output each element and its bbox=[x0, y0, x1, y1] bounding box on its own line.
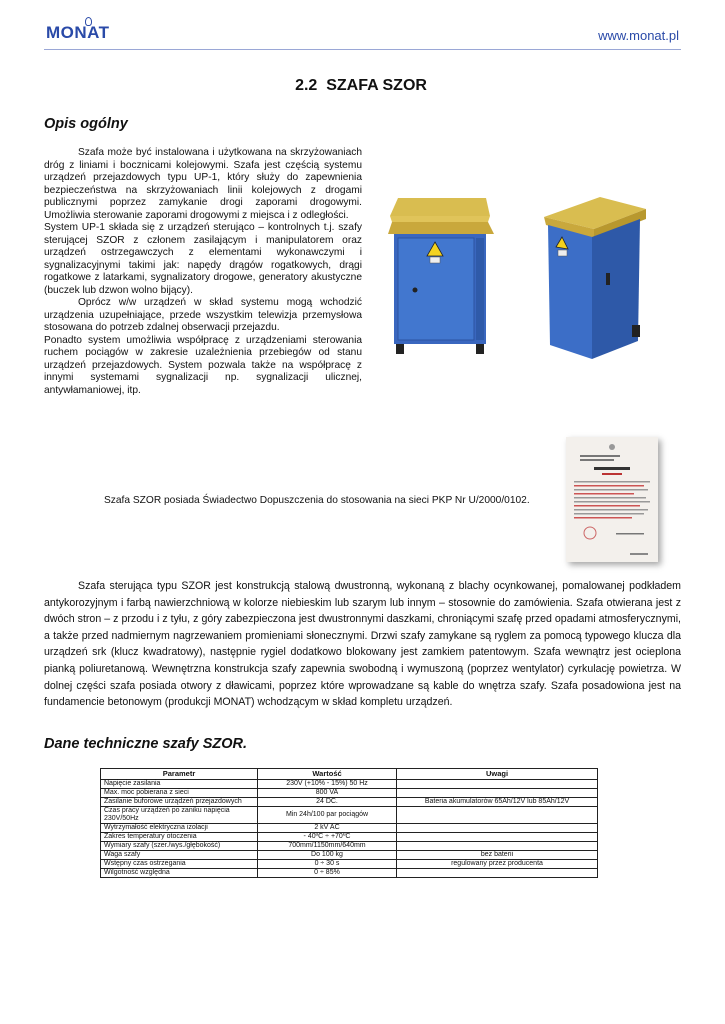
table-cell: Napięcie zasilania bbox=[101, 780, 258, 789]
tech-heading: Dane techniczne szafy SZOR. bbox=[44, 736, 248, 752]
table-cell: 230V (+10% - 15%) 50 Hz bbox=[258, 780, 397, 789]
table-cell: Wilgotność względna bbox=[101, 869, 258, 878]
section-title: 2.2 SZAFA SZOR bbox=[295, 77, 427, 94]
tech-spec-table bbox=[100, 768, 598, 878]
column-header: Wartość bbox=[258, 769, 397, 780]
table-row bbox=[101, 842, 598, 851]
paragraph: Oprócz w/w urządzeń w skład systemu mogą wchodzić urządzenia uzupełniające, przede wszystkim telewizja przemysłowa stosowana do potrzeb zdalnej obserwacji przejazdu. bbox=[44, 297, 362, 333]
table-cell bbox=[397, 789, 598, 798]
table-row bbox=[101, 798, 598, 807]
table-cell: 0 ÷ 85% bbox=[258, 869, 397, 878]
logo-mark-icon bbox=[85, 17, 92, 26]
table-row bbox=[101, 824, 598, 833]
table-cell bbox=[397, 842, 598, 851]
table-cell: Wstępny czas ostrzegania bbox=[101, 860, 258, 869]
table-cell: Do 100 kg bbox=[258, 851, 397, 860]
table-cell: regulowany przez producenta bbox=[397, 860, 598, 869]
column-header: Parametr bbox=[101, 769, 258, 780]
table-cell: Zakres temperatury otoczenia bbox=[101, 833, 258, 842]
website-link[interactable]: www.monat.pl bbox=[598, 28, 679, 43]
general-heading: Opis ogólny bbox=[44, 116, 128, 132]
table-cell: Zasilanie buforowe urządzeń przejazdowych bbox=[101, 798, 258, 807]
monat-logo: MONAT bbox=[46, 23, 110, 43]
table-cell bbox=[397, 833, 598, 842]
table-cell bbox=[397, 807, 598, 824]
table-cell: 2 kV AC bbox=[258, 824, 397, 833]
table-cell: 800 VA bbox=[258, 789, 397, 798]
paragraph: Ponadto system umożliwia współpracę z urządzeniami sterowania ruchem pociągów w zakresie uzależnienia przebiegów od stanu urządzeń przejazdowych. System pozwala także na współpracę z innymi systemami sygnalizacji np. sygnalizacji ulicznej, antywłamaniowej, itp. bbox=[44, 334, 362, 396]
table-cell: - 40ºC ÷ +70ºC bbox=[258, 833, 397, 842]
table-cell: Czas pracy urządzeń po zaniku napięcia 230V/50Hz bbox=[101, 807, 258, 824]
cabinet-front-photo bbox=[388, 196, 496, 356]
cabinet-angle-photo bbox=[542, 193, 650, 365]
table-row bbox=[101, 789, 598, 798]
table-cell: Max. moc pobierana z sieci bbox=[101, 789, 258, 798]
general-description bbox=[44, 147, 362, 397]
table-cell: 0 ÷ 30 s bbox=[258, 860, 397, 869]
table-cell: Wytrzymałość elektryczna izolacji bbox=[101, 824, 258, 833]
table-row bbox=[101, 807, 598, 824]
table-row bbox=[101, 860, 598, 869]
table-cell: Min 24h/100 par pociągów bbox=[258, 807, 397, 824]
header-divider bbox=[44, 49, 681, 50]
certificate-image bbox=[566, 437, 658, 562]
table-row bbox=[101, 833, 598, 842]
table-row bbox=[101, 851, 598, 860]
table-cell: 700mm/1150mm/640mm bbox=[258, 842, 397, 851]
table-cell bbox=[397, 869, 598, 878]
paragraph: Szafa może być instalowana i użytkowana na skrzyżowaniach dróg z liniami i bocznicami kolejowymi. Szafa jest częścią systemu urządzeń przejazdowych typu UP-1, który służy do zapewnienia bezpieczeństwa na skrzyżowaniach linii kolejowych z drogami publicznymi poprzez zamykanie drogi zaporami drogowymi. Umożliwia sterowanie zaporami drogowymi z miejsca i z odległości. bbox=[44, 147, 362, 221]
table-cell: bez baterii bbox=[397, 851, 598, 860]
table-cell: Waga szafy bbox=[101, 851, 258, 860]
table-row bbox=[101, 780, 598, 789]
table-cell bbox=[397, 824, 598, 833]
paragraph: System UP-1 składa się z urządzeń sterująco – kontrolnych t.j. szafy sterującej SZOR z członem zasilającym i manipulatorem oraz urządzeń ostrzegawczych z elementami wykonawczymi i sygnalizacyjnymi takimi jak: napędy drągów rogatkowych, drągi rogatkowe z latarkami, sygnalizatory drogowe, generatory akustyczne (buczek lub dzwon wolno bijący). bbox=[44, 222, 362, 296]
table-cell: Bateria akumulatorów 65Ah/12V lub 85Ah/12V bbox=[397, 798, 598, 807]
certificate-statement: Szafa SZOR posiada Świadectwo Dopuszczenia do stosowania na sieci PKP Nr U/2000/0102. bbox=[104, 495, 530, 506]
construction-description: Szafa sterująca typu SZOR jest konstrukcją stalową dwustronną, wykonaną z blachy ocynkowanej, pomalowanej podkładem antykorozyjnym i farbą nawierzchniową w kolorze niebieskim lub szarym lub innym – stosownie do zamówienia. Szafa otwierana jest z dwóch stron – z przodu i z tyłu, z góry zabezpieczona jest dwustronnymi daszkami, chroniącymi szafę przed opadami atmosferycznymi, a także przed nadmiernym nagrzewaniem promieniami słonecznymi. Drzwi szafy zamykane są ryglem za pomocą typowego klucza dla urządzeń srk (klucz kwadratowy), następnie rygiel dodatkowo blokowany jest zamkiem patentowym. Szafa wewnątrz jest ocieplona pianką poliuretanową. Wewnętrzna konstrukcja szafy zapewnia swobodną i wymuszoną (poprzez wentylator) cyrkulację powietrza. W dolnej części szafa posiada otwory z dławicami, poprzez które wprowadzane są kable do wnętrza szafy. Szafa posadowiona jest na fundamencie betonowym (produkcji MONAT) wchodzącym w skład kompletu urządzeń. bbox=[44, 580, 681, 709]
table-cell: 24 DC. bbox=[258, 798, 397, 807]
table-cell: Wymiary szafy (szer./wys./głębokość) bbox=[101, 842, 258, 851]
column-header: Uwagi bbox=[397, 769, 598, 780]
table-header-row bbox=[101, 769, 598, 780]
table-row bbox=[101, 869, 598, 878]
table-cell bbox=[397, 780, 598, 789]
